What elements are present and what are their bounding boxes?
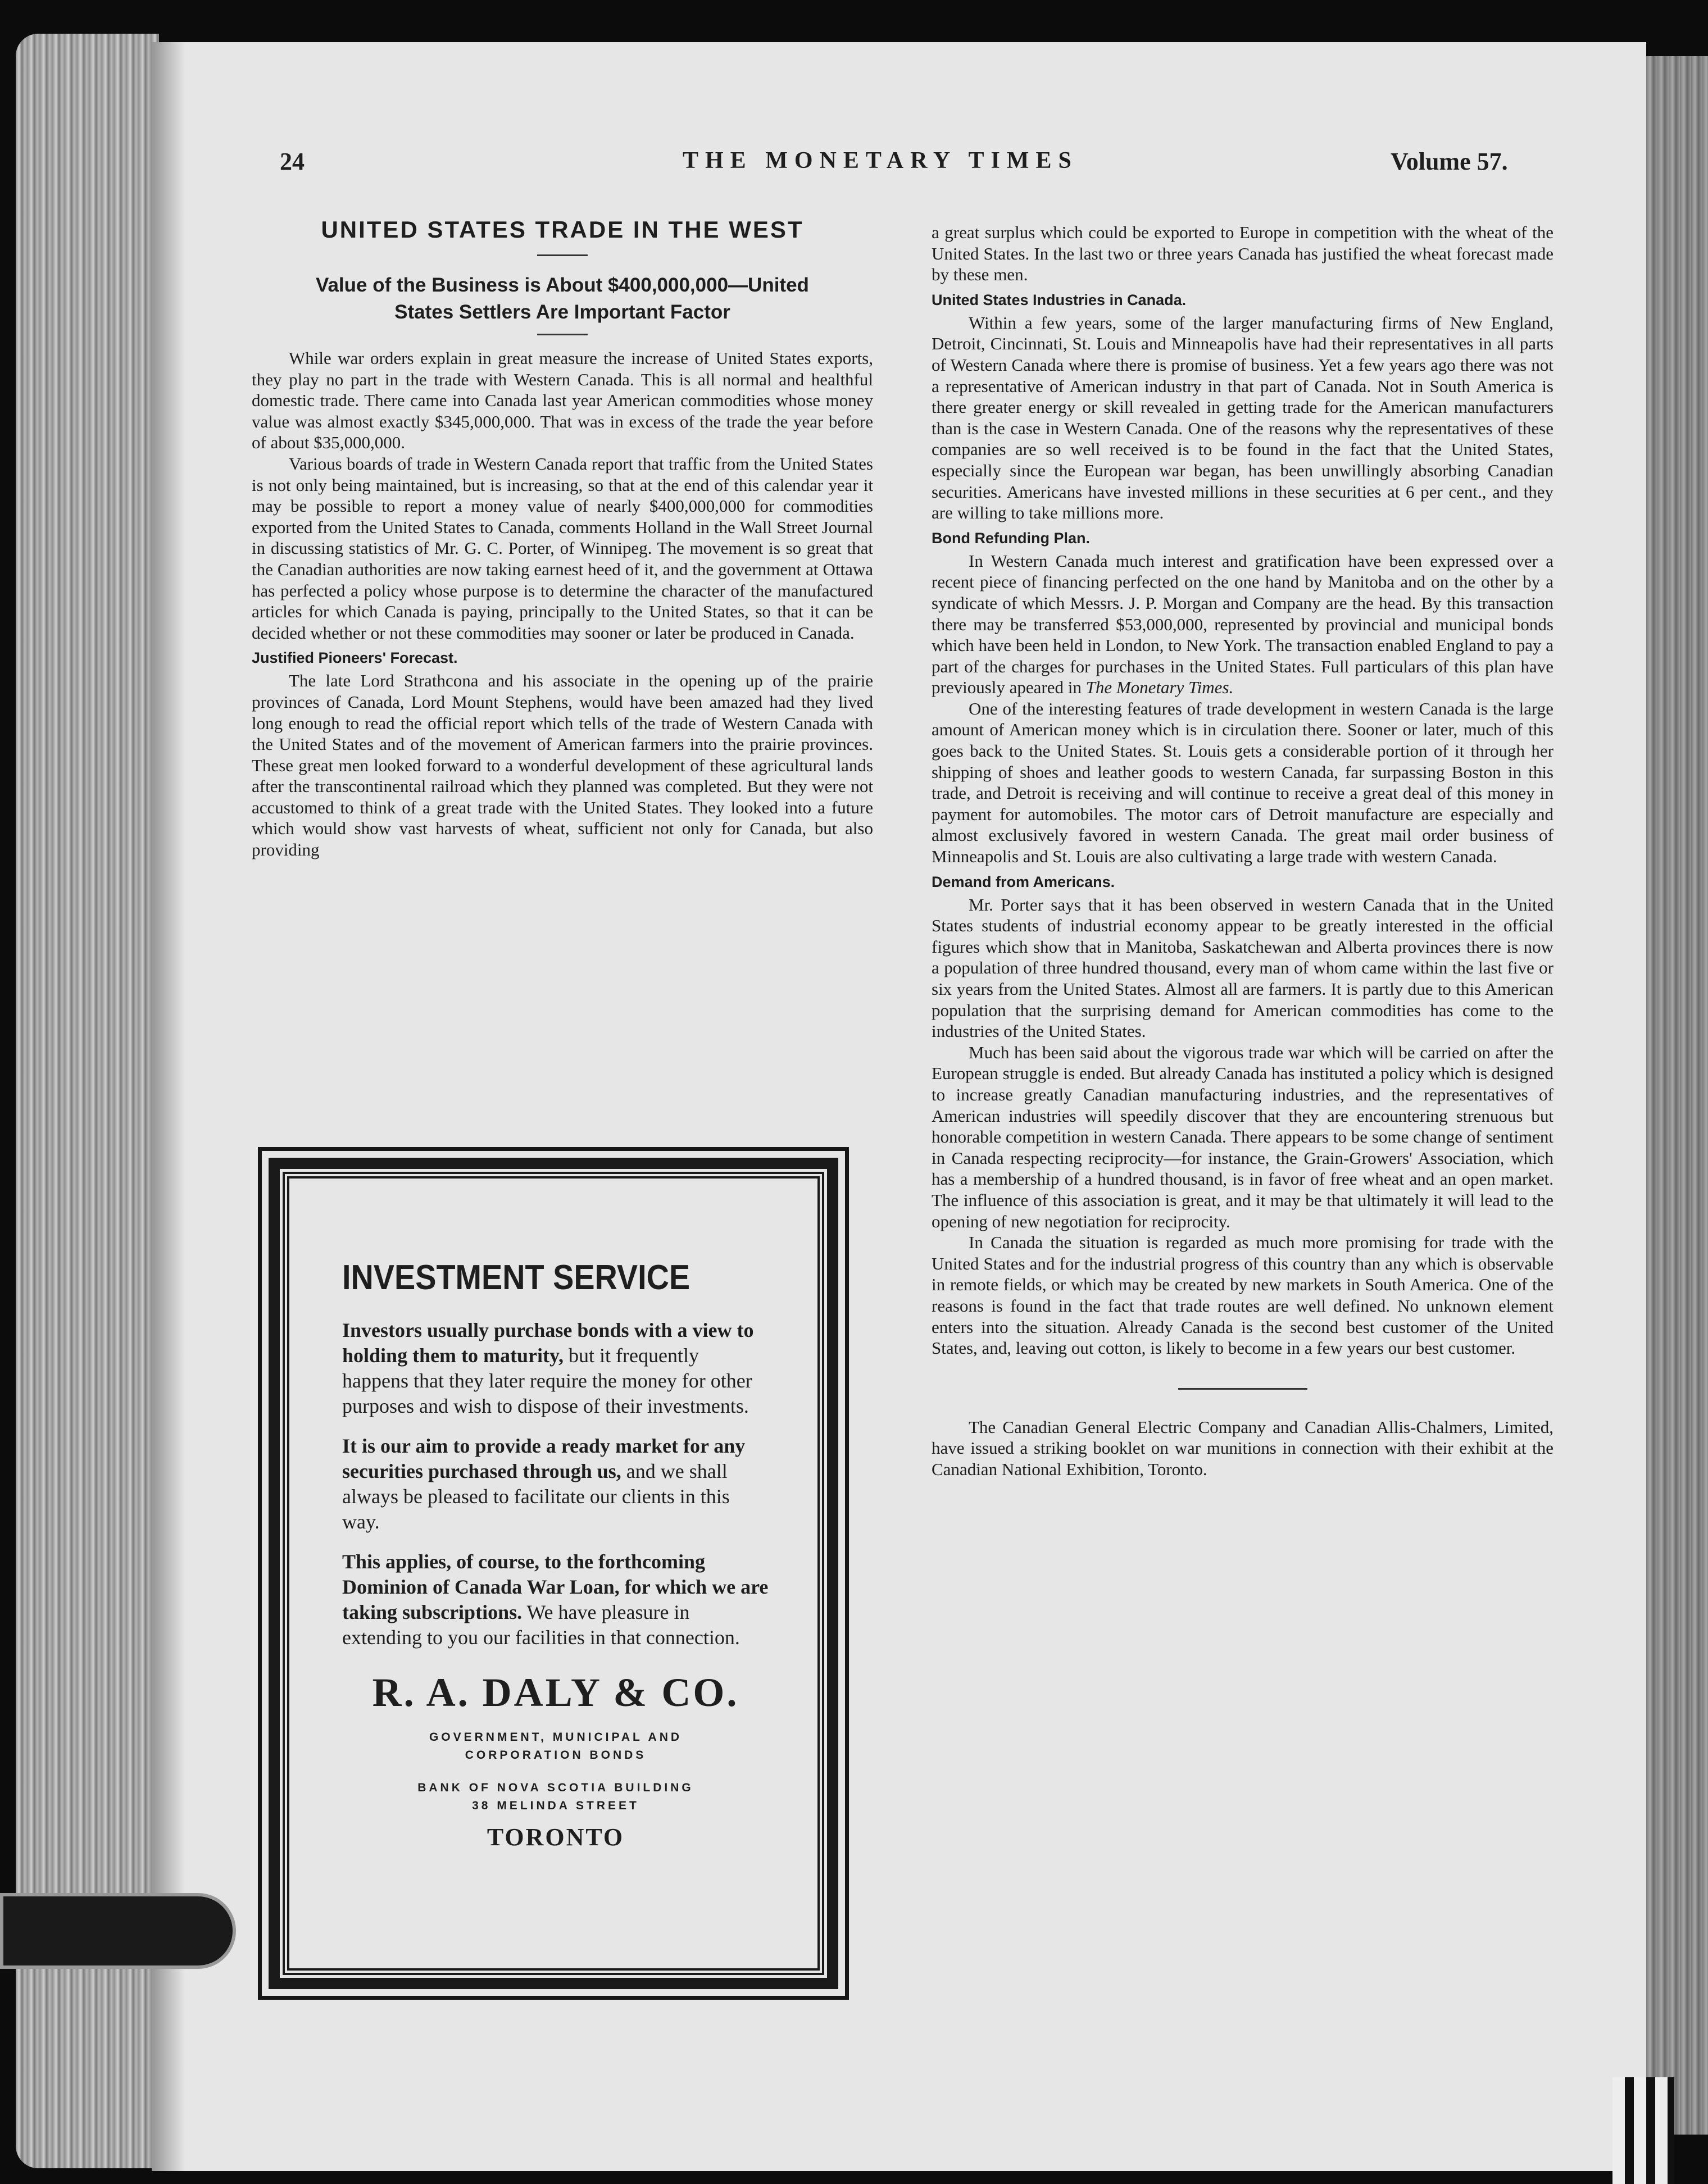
spine-shadow	[152, 42, 185, 2171]
advertisement-box	[258, 1147, 849, 2000]
ad-address-line-1: BANK OF NOVA SCOTIA BUILDING	[417, 1781, 694, 1794]
subtitle-line-2: States Settlers Are Important Factor	[394, 301, 730, 323]
subtitle-rule	[537, 334, 588, 335]
section-heading-pioneers: Justified Pioneers' Forecast.	[252, 649, 458, 667]
paragraph: Within a few years, some of the larger manufacturing firms of New England, Detroit, Cincinnati, St. Louis and Minneapolis have had their representatives in all parts of Western Canada where there is promise of business. Yet a few years ago there was not a representative of American industry in that part of Canada. Not in South America is there greater energy or skill revealed in getting trade for the American manufacturers than is the case in Western Canada. One of the reasons why the representatives of these companies are so well received is to be found in the fact that the United States, especially since the European war began, has been unwillingly absorbing Canadian securities. Americans have invested millions in these securities at 6 per cent., and they are willing to take millions more.	[932, 312, 1553, 523]
ad-emphasis: It is our aim to provide a ready market for any securities purchased through us,	[342, 1435, 746, 1482]
ad-text: We have pleasure in extending to you our facilities in that connection.	[342, 1601, 740, 1649]
right-column	[932, 222, 1553, 1480]
paragraph: Mr. Porter says that it has been observed in western Canada that in the United States students of industrial economy appear to be greatly interested in the official figures which show that in Manitoba, Saskatchewan and Alberta provinces there is now a population of three hundred thousand, every man of whom came within the last five or six years from the United States. Almost all are farmers. It is partly due to this American population that the surprising demand for American commodities has come to the industries of the United States.	[932, 894, 1553, 1041]
section-heading-demand: Demand from Americans.	[932, 873, 1115, 890]
ad-firm-description	[342, 1728, 769, 1764]
ad-firm-name: R. A. DALY & CO.	[372, 1670, 739, 1715]
publication-reference: The Monetary Times.	[1085, 677, 1234, 698]
advertisement-content	[342, 1258, 769, 1851]
left-column	[252, 216, 873, 861]
film-marker-bars	[1612, 2077, 1674, 2184]
ad-title: INVESTMENT SERVICE	[342, 1258, 691, 1297]
paragraph	[932, 550, 1553, 698]
ad-firm-desc-line-2: CORPORATION BONDS	[465, 1749, 647, 1762]
paragraph: In Canada the situation is regarded as much more promising for trade with the United States and for the industrial progress of this country than any which is observable in remote fields, or which may be created by new markets in South America. One of the reasons is found in the fact that trade routes are well defined. No unknown element enters into the situation. Already Canada is the second best customer of the United States, and, leaving out cotton, is likely to become in a few years our best customer.	[932, 1232, 1553, 1358]
paragraph-continued: a great surplus which could be exported to Europe in competition with the wheat of the United States. In the last two or three years Canada has justified the wheat forecast made by these men.	[932, 222, 1553, 285]
ad-emphasis: This applies, of course, to the forthcoming Dominion of Canada War Loan, for which we are taking subscriptions.	[342, 1550, 769, 1623]
ad-text: and we shall always be pleased to facilitate our clients in this way.	[342, 1460, 730, 1533]
ad-text: but it frequently happens that they later require the money for other purposes and wish to dispose of their investments.	[342, 1344, 752, 1417]
paragraph: Much has been said about the vigorous trade war which will be carried on after the European struggle is ended. But already Canada has instituted a policy which is designed to increase greatly Canadian manufacturing industries, and the representatives of American industries will speedily discover that they are encountering strenuous but honorable competition in western Canada. There appears to be some change of sentiment in Canada respecting reciprocity—for instance, the Grain-Growers' Association, which has a membership of a hundred thousand, is in favor of free wheat and an open market. The influence of this association is great, and it may be that ultimately it will lead to the opening of new negotiation for reciprocity.	[932, 1042, 1553, 1231]
publication-title: THE MONETARY TIMES	[683, 148, 1078, 174]
book-page-edges-left	[16, 34, 159, 2168]
article-subtitle	[252, 272, 873, 326]
note-paragraph: The Canadian General Electric Company and Canadian Allis-Chalmers, Limited, have issued a striking booklet on war munitions in connection with their exhibit at the Canadian National Exhibition, Toronto.	[932, 1417, 1553, 1479]
article-title: UNITED STATES TRADE IN THE WEST	[321, 216, 804, 243]
page-number: 24	[280, 148, 305, 175]
paragraph: The late Lord Strathcona and his associate in the opening up of the prairie provinces of Canada, Lord Mount Stephens, would have been amazed had they lived long enough to read the official report which tells of the trade of Western Canada with the United States and of the movement of American farmers into the prairie provinces. These great men looked forward to a wonderful development of these agricultural lands after the transcontinental railroad which they planned was completed. But they were not accustomed to think of a great trade with the United States. They looked into a future which would show vast harvests of wheat, sufficient not only for Canada, but also providing	[252, 671, 873, 860]
ad-paragraph-2	[342, 1434, 769, 1535]
subtitle-line-1: Value of the Business is About $400,000,000—United	[316, 274, 809, 296]
paragraph: Various boards of trade in Western Canada report that traffic from the United States is not only being maintained, but is increasing, so that at the end of this calendar year it may be possible to report a money value of nearly $400,000,000 for commodities exported from the United States to Canada, comments Holland in the Wall Street Journal in discussing statistics of Mr. G. C. Porter, of Winnipeg. The movement is so great that the Canadian authorities are now taking earnest heed of it, and the government at Ottawa has perfected a policy whose purpose is to determine the character of the manufactured articles for which Canada is paying, principally to the United States, so that it can be decided whether or not these commodities may sooner or later be produced in Canada.	[252, 453, 873, 643]
title-rule	[537, 254, 588, 256]
paragraph: One of the interesting features of trade development in western Canada is the large amount of American money which is in circulation there. Sooner or later, much of this goes back to the United States. St. Louis gets a considerable portion of it through her shipping of shoes and leather goods to western Canada, far surpassing Boston in this trade, and Detroit is receiving and will continue to receive a great deal of this money in payment for automobiles. The motor cars of Detroit manufacture are especially and almost exclusively favored in western Canada. The great mail order business of Minneapolis and St. Louis are also cultivating a large trade with western Canada.	[932, 698, 1553, 867]
paragraph: While war orders explain in great measure the increase of United States exports, they play no part in the trade with Western Canada. This is all normal and healthful domestic trade. There came into Canada last year American commodities whose money value was almost exactly $345,000,000. That was in excess of the trade the year before of about $35,000,000.	[252, 348, 873, 453]
ad-firm-desc-line-1: GOVERNMENT, MUNICIPAL AND	[429, 1731, 683, 1744]
section-heading-industries: United States Industries in Canada.	[932, 291, 1187, 308]
section-heading-bond: Bond Refunding Plan.	[932, 529, 1090, 547]
section-divider	[1178, 1388, 1307, 1390]
ad-paragraph-1	[342, 1318, 769, 1419]
bond-text: In Western Canada much interest and gratification have been expressed over a recent piece of financing perfected on the one hand by Manitoba and on the other by a syndicate of which Messrs. J. P. Morgan and Company are the head. By this transaction there may be transferred $53,000,000, represented by provincial and municipal bonds which have been held in London, to New York. The transaction enabled England to pay a part of the charges for purchases in the United States. Full particulars of this plan have previously apeared in	[932, 550, 1553, 698]
ad-city: TORONTO	[487, 1823, 625, 1851]
volume-label: Volume 57.	[1391, 148, 1508, 175]
ad-address-line-2: 38 MELINDA STREET	[472, 1799, 639, 1812]
ad-emphasis: Investors usually purchase bonds with a view to holding them to maturity,	[342, 1319, 754, 1367]
page-clip	[0, 1893, 236, 1969]
ad-address	[342, 1779, 769, 1815]
ad-paragraph-3	[342, 1549, 769, 1650]
